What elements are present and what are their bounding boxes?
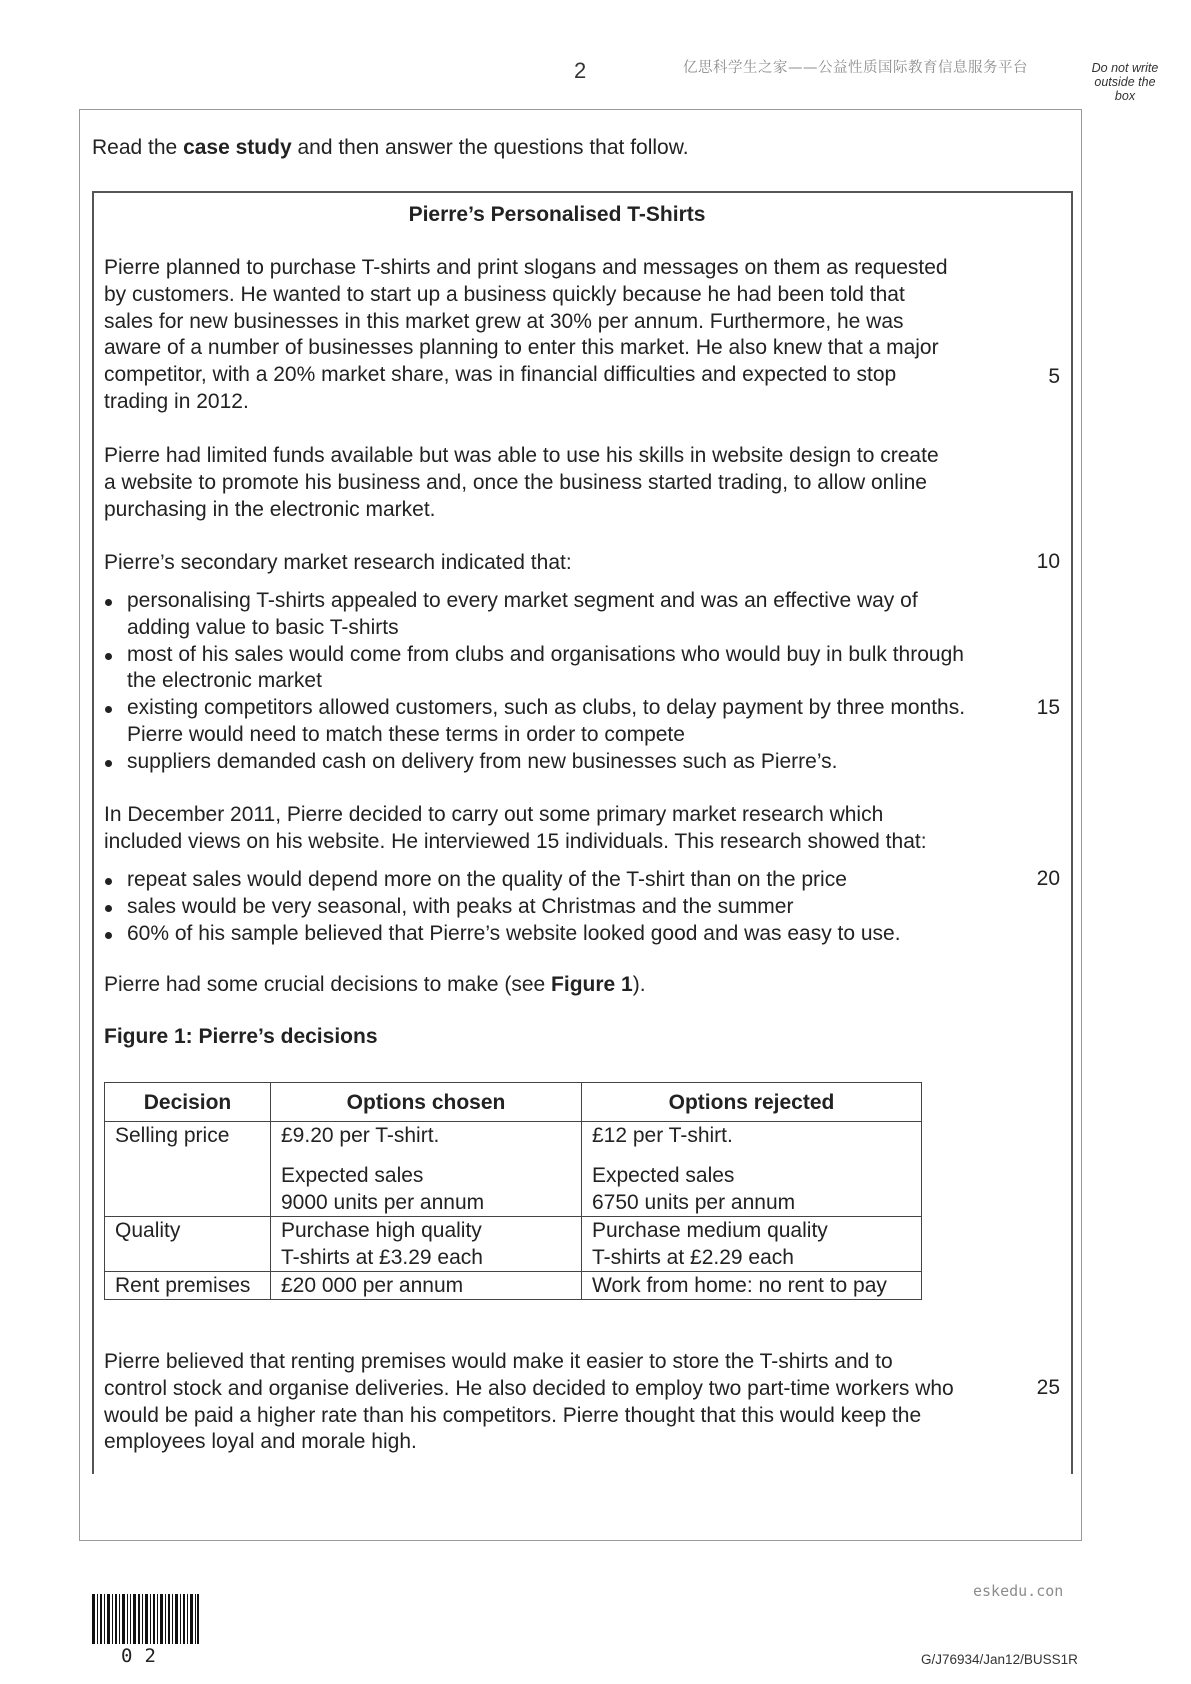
line-number: 15: [1036, 696, 1060, 719]
margin-note-line: outside the: [1094, 75, 1156, 89]
paragraph-2: [104, 443, 1024, 523]
cell-text: 6750 units per annum: [592, 1191, 796, 1214]
header-watermark: 亿思科学生之家——公益性质国际教育信息服务平台: [683, 60, 1028, 76]
table-row: [105, 1217, 922, 1272]
paragraph-6: [104, 1349, 1024, 1456]
table-cell: [271, 1217, 582, 1272]
text-line: by customers. He wanted to start up a business quickly because he had been told that: [104, 282, 905, 306]
margin-note-line: box: [1114, 89, 1136, 103]
text: Pierre had some crucial decisions to make (see: [104, 973, 552, 996]
bullet-icon: [105, 878, 112, 885]
paragraph-4: [104, 802, 1024, 856]
secondary-research-list: [104, 588, 1024, 776]
table-row: [105, 1122, 922, 1217]
table-cell: £20 000 per annum: [271, 1272, 582, 1300]
text-line: control stock and organise deliveries. He also decided to employ two part-time workers who: [104, 1376, 954, 1400]
list-item: [104, 867, 1024, 894]
footer-watermark: eskedu.con: [973, 1582, 1064, 1600]
table-cell: Quality: [105, 1217, 271, 1272]
cell-text: Expected sales: [281, 1164, 424, 1187]
bullet-icon: [105, 653, 112, 660]
table-header-row: [105, 1083, 922, 1122]
bullet-icon: [105, 599, 112, 606]
case-study-title: Pierre’s Personalised T-Shirts: [408, 203, 706, 226]
primary-research-list: [104, 867, 1024, 947]
cell-text: £12 per T-shirt.: [592, 1124, 733, 1147]
text-line: existing competitors allowed customers, such as clubs, to delay payment by three months.: [127, 696, 966, 720]
paragraph-5: [104, 972, 1024, 999]
list-item: [104, 695, 1024, 749]
page-number: 2: [574, 58, 587, 83]
text-line: Pierre believed that renting premises would make it easier to store the T-shirts and to: [104, 1350, 893, 1373]
line-number: 25: [1036, 1376, 1060, 1399]
text-line: Pierre had limited funds available but was able to use his skills in website design to create: [104, 444, 939, 467]
text-line: Pierre would need to match these terms in order to compete: [127, 722, 685, 746]
cell-text: T-shirts at £3.29 each: [281, 1246, 483, 1269]
bullet-icon: [105, 760, 112, 767]
table-cell: Selling price: [105, 1122, 271, 1217]
table-cell: [582, 1217, 922, 1272]
bullet-icon: [105, 905, 112, 912]
cell-text: 9000 units per annum: [281, 1191, 485, 1214]
column-header: Options rejected: [582, 1083, 922, 1122]
table-cell: [582, 1122, 922, 1217]
list-item: [104, 588, 1024, 642]
decisions-table: [104, 1082, 922, 1300]
text-line: suppliers demanded cash on delivery from new businesses such as Pierre’s.: [127, 749, 838, 773]
text-line: competitor, with a 20% market share, was in financial difficulties and expected to stop: [104, 363, 897, 387]
text-line: sales for new businesses in this market grew at 30% per annum. Furthermore, he was: [104, 309, 904, 333]
column-header: Decision: [105, 1083, 271, 1122]
bullet-icon: [105, 706, 112, 713]
bullet-icon: [105, 932, 112, 939]
text-line: personalising T-shirts appealed to every market segment and was an effective way of: [127, 589, 918, 612]
text-line: a website to promote his business and, once the business started trading, to allow online: [104, 470, 927, 494]
cell-text: Purchase high quality: [281, 1219, 482, 1242]
cell-text: Expected sales: [592, 1164, 735, 1187]
reference-code: G/J76934/Jan12/BUSS1R: [921, 1652, 1078, 1667]
text-line: trading in 2012.: [104, 389, 249, 413]
intro-text: and then answer the questions that follow.: [291, 136, 689, 159]
barcode-digits: 02: [121, 1645, 168, 1667]
list-item: [104, 749, 1024, 776]
line-number: 10: [1036, 550, 1060, 573]
margin-note: [1082, 61, 1168, 103]
text-line: the electronic market: [127, 669, 322, 693]
barcode-icon: [92, 1594, 199, 1644]
text-line: 60% of his sample believed that Pierre’s website looked good and was easy to use.: [127, 921, 901, 945]
list-item: [104, 921, 1024, 948]
text-line: employees loyal and morale high.: [104, 1430, 417, 1454]
text: ).: [632, 973, 646, 996]
intro-bold: case study: [183, 136, 292, 159]
text-line: included views on his website. He interviewed 15 individuals. This research showed that:: [104, 829, 927, 853]
table-cell: Rent premises: [105, 1272, 271, 1300]
cell-text: £9.20 per T-shirt.: [281, 1124, 440, 1147]
text-line: sales would be very seasonal, with peaks at Christmas and the summer: [127, 894, 794, 918]
text-line: In December 2011, Pierre decided to carry out some primary market research which: [104, 803, 884, 826]
line-number: 20: [1036, 867, 1060, 890]
column-header: Options chosen: [271, 1083, 582, 1122]
cell-text: Purchase medium quality: [592, 1219, 828, 1242]
text-line: most of his sales would come from clubs and organisations who would buy in bulk through: [127, 642, 964, 666]
text-line: Pierre planned to purchase T-shirts and print slogans and messages on them as requested: [104, 256, 948, 279]
text-line: aware of a number of businesses planning to enter this market. He also knew that a major: [104, 336, 939, 360]
figure-title: Figure 1: Pierre’s decisions: [104, 1025, 378, 1048]
text-line: purchasing in the electronic market.: [104, 497, 436, 521]
margin-note-line: Do not write: [1091, 61, 1159, 75]
paragraph-1: [104, 255, 1024, 416]
text-line: would be paid a higher rate than his competitors. Pierre thought that this would keep the: [104, 1403, 922, 1427]
intro-instruction: [92, 136, 689, 160]
table-row: [105, 1272, 922, 1300]
text-line: adding value to basic T-shirts: [127, 615, 399, 639]
line-number: 5: [1048, 365, 1060, 388]
table-cell: [271, 1122, 582, 1217]
list-item: [104, 642, 1024, 696]
intro-text: Read the: [92, 136, 184, 159]
list-item: [104, 894, 1024, 921]
figure-reference: Figure 1: [551, 973, 633, 996]
cell-text: T-shirts at £2.29 each: [592, 1246, 794, 1269]
paragraph-3: Pierre’s secondary market research indicated that:: [104, 551, 572, 574]
table-cell: Work from home: no rent to pay: [582, 1272, 922, 1300]
text-line: repeat sales would depend more on the quality of the T-shirt than on the price: [127, 868, 847, 891]
